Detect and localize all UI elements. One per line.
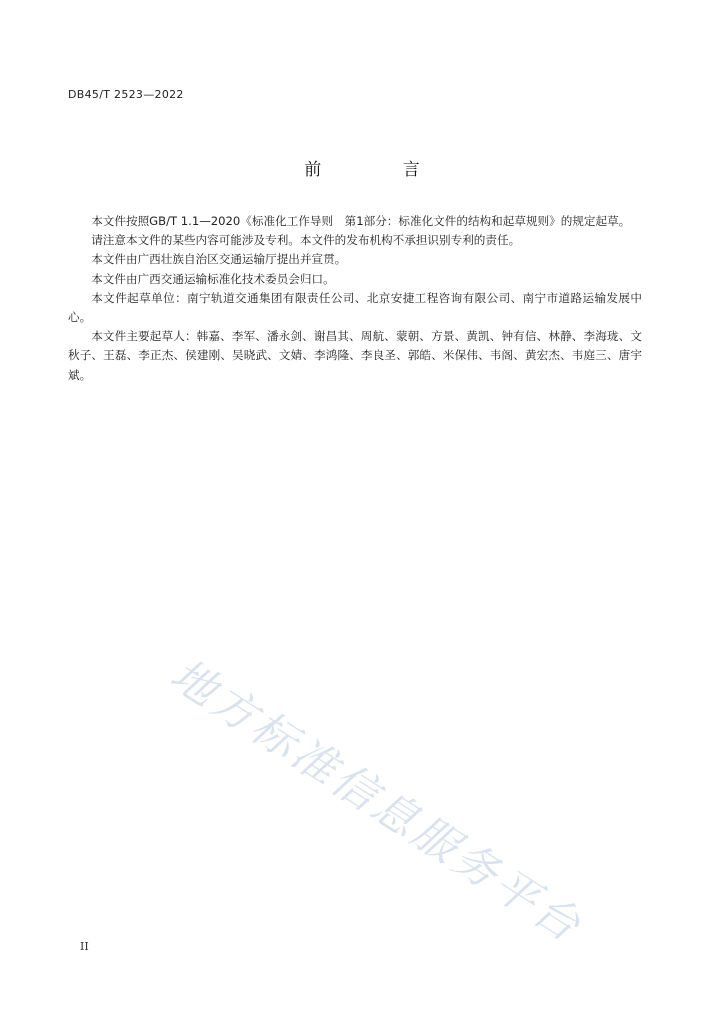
foreword-body (68, 212, 642, 385)
page-title: 前 言 (304, 160, 458, 180)
standard-number: DB45/T 2523—2022 (68, 88, 184, 101)
page-number: II (80, 940, 89, 953)
paragraph-administrator: 本文件由广西交通运输标准化技术委员会归口。 (91, 271, 335, 286)
paragraph-drafting-units: 本文件起草单位：南宁轨道交通集团有限责任公司、北京安捷工程咨询有限公司、南宁市道路运输发展中心。 (68, 290, 642, 325)
watermark: 地方标准信息服务平台 (161, 649, 592, 954)
paragraph-proposer: 本文件由广西壮族自治区交通运输厅提出并宣贯。 (91, 252, 347, 267)
paragraph-patent-notice: 请注意本文件的某些内容可能涉及专利。本文件的发布机构不承担识别专利的责任。 (91, 233, 521, 248)
paragraph-drafters: 本文件主要起草人：韩嘉、李军、潘永剑、谢昌其、周航、蒙朝、方景、黄凯、钟有信、林静、李海珑、文秋子、王磊、李正杰、侯建刚、吴晓武、文婧、李鸿隆、李良圣、郭皓、米保伟、韦阁、黄宏杰、韦庭三、唐宇斌。 (68, 329, 642, 382)
paragraph-drafting-rules: 本文件按照GB/T 1.1—2020《标准化工作导则 第1部分：标准化文件的结构和起草规则》的规定起草。 (91, 214, 631, 228)
